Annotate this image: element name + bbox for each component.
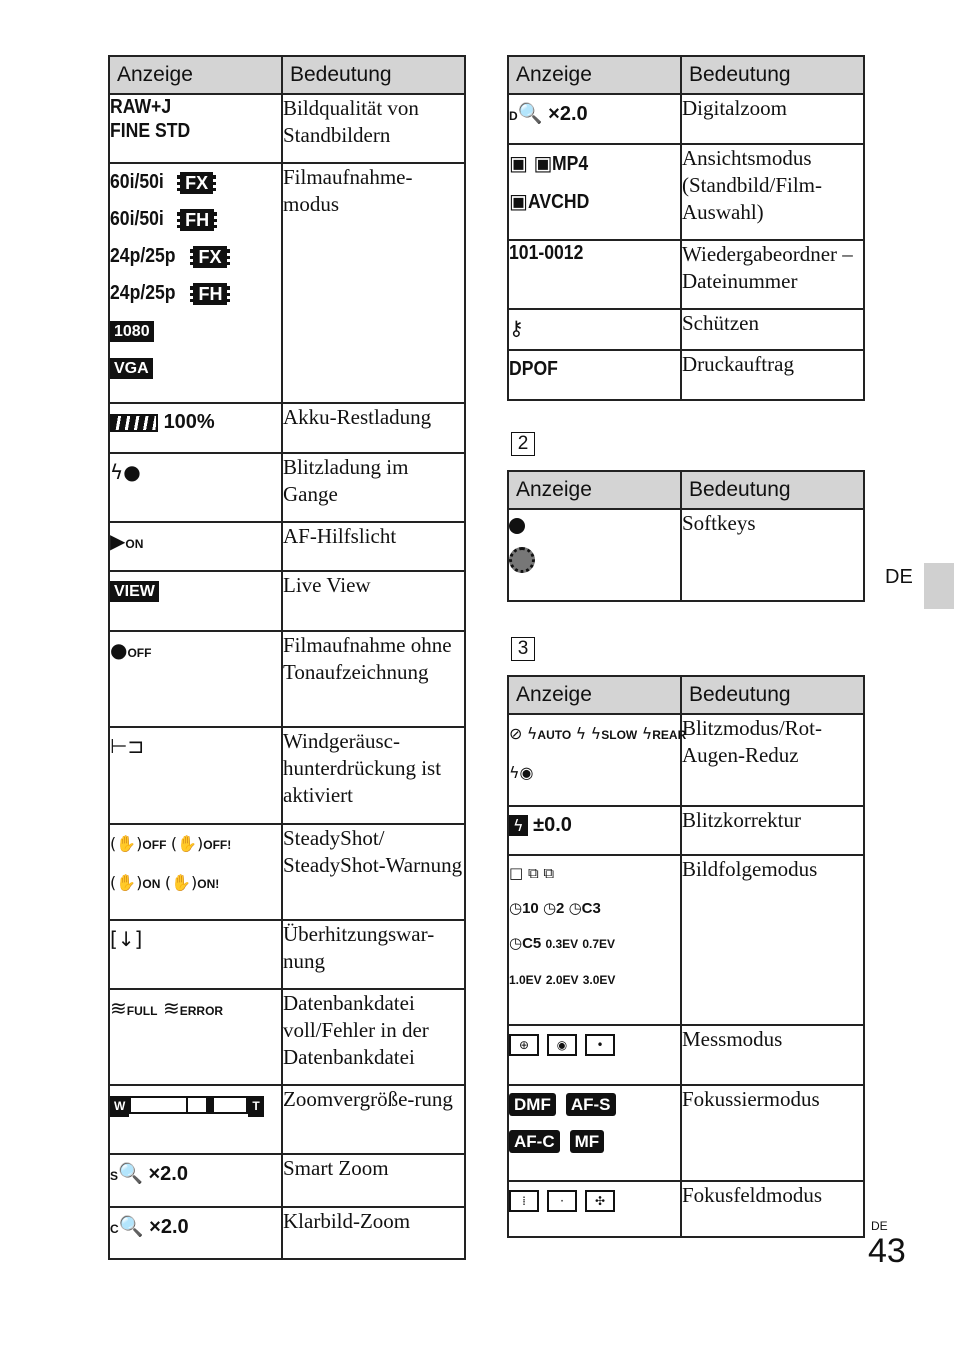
meaning: Softkeys	[681, 509, 864, 601]
header-anzeige: Anzeige	[508, 56, 681, 94]
meaning: Filmaufnahme-modus	[282, 163, 465, 403]
live-view-icon: VIEW	[109, 571, 282, 631]
flash-mode-icons: ⊘ ϟAUTO ϟ ϟSLOW ϟREAR ϟ◉	[508, 714, 681, 806]
focus-area-icons: ⁞ · ✣	[508, 1181, 681, 1237]
protect-key-icon: ⚷	[508, 309, 681, 350]
meaning: Zoomvergröße-rung	[282, 1085, 465, 1154]
focus-mode-icons: DMF AF-S AF-C MF	[508, 1085, 681, 1181]
metering-icons: ⊕ ◉ •	[508, 1025, 681, 1085]
page-lang: DE	[871, 1219, 888, 1233]
meaning: Fokussiermodus	[681, 1085, 864, 1181]
softkey-dot-icon	[509, 518, 525, 534]
control-wheel-icon	[509, 547, 535, 573]
meaning: Blitzmodus/Rot-Augen-Reduz	[681, 714, 864, 806]
dpof-icon: DPOF	[508, 350, 681, 400]
meaning: Fokusfeldmodus	[681, 1181, 864, 1237]
section2-table	[507, 470, 865, 602]
meaning: Schützen	[681, 309, 864, 350]
mic-off-icon: ●OFF	[109, 631, 282, 727]
left-table	[108, 55, 466, 1260]
meaning: Blitzkorrektur	[681, 806, 864, 855]
section-number-2: 2	[511, 432, 535, 456]
meaning: Bildfolgemodus	[681, 855, 864, 1025]
softkey-icons	[508, 509, 681, 601]
zoom-bar-icon: W T	[109, 1085, 282, 1154]
section-number-3: 3	[511, 637, 535, 661]
meaning: Digitalzoom	[681, 94, 864, 144]
right-top-table	[507, 55, 865, 401]
meaning: Überhitzungswar-nung	[282, 920, 465, 989]
header-bedeutung: Bedeutung	[282, 56, 465, 94]
header-anzeige: Anzeige	[109, 56, 282, 94]
page-number: 43	[868, 1232, 906, 1270]
meaning: Filmaufnahme ohne Tonaufzeichnung	[282, 631, 465, 727]
meaning: Datenbankdatei voll/Fehler in der Datenbankdatei	[282, 989, 465, 1085]
section3-table	[507, 675, 865, 1238]
smart-zoom-icon: S🔍 ×2.0	[109, 1154, 282, 1207]
database-icon: ≋FULL ≋ERROR	[109, 989, 282, 1085]
meaning: Windgeräusc-hunterdrückung ist aktiviert	[282, 727, 465, 824]
meaning: AF-Hilfslicht	[282, 522, 465, 571]
image-quality-icon: RAW+J FINE STD	[109, 94, 282, 163]
meaning: Smart Zoom	[282, 1154, 465, 1207]
clear-image-zoom-icon: C🔍 ×2.0	[109, 1207, 282, 1259]
header-bedeutung: Bedeutung	[681, 676, 864, 714]
flash-comp-icon: ϟ ±0.0	[508, 806, 681, 855]
side-tab	[924, 563, 954, 609]
folder-file-number: 101-0012	[508, 240, 681, 309]
meaning: Ansichtsmodus (Standbild/Film-Auswahl)	[681, 144, 864, 240]
header-bedeutung: Bedeutung	[681, 56, 864, 94]
flash-charging-icon: ϟ●	[109, 453, 282, 522]
meaning: Messmodus	[681, 1025, 864, 1085]
meaning: Akku-Restladung	[282, 403, 465, 453]
battery-icon: 100%	[109, 403, 282, 453]
meaning: SteadyShot/ SteadyShot-Warnung	[282, 824, 465, 920]
header-anzeige: Anzeige	[508, 676, 681, 714]
drive-mode-icons: □ ⧉ ⧉ ◷10 ◷2 ◷C3 ◷C5 0.3EV 0.7EV 1.0EV 2.0EV 3.0EV	[508, 855, 681, 1025]
side-tab-label: DE	[885, 566, 913, 588]
overheat-icon: [↓]	[109, 920, 282, 989]
movie-mode-icons: 60i/50i FX 60i/50i FH 24p/25p FX 24p/25p FH 1080 VGA	[109, 163, 282, 403]
meaning: Wiedergabeordner – Dateinummer	[681, 240, 864, 309]
meaning: Druckauftrag	[681, 350, 864, 400]
wind-noise-icon: ⊢⊐	[109, 727, 282, 824]
af-illuminator-icon: ▶ON	[109, 522, 282, 571]
view-mode-icons: ▣ ▣MP4 ▣AVCHD	[508, 144, 681, 240]
header-bedeutung: Bedeutung	[681, 471, 864, 509]
meaning: Blitzladung im Gange	[282, 453, 465, 522]
meaning: Klarbild-Zoom	[282, 1207, 465, 1259]
meaning: Live View	[282, 571, 465, 631]
meaning: Bildqualität von Standbildern	[282, 94, 465, 163]
digital-zoom-icon: D🔍 ×2.0	[508, 94, 681, 144]
header-anzeige: Anzeige	[508, 471, 681, 509]
steadyshot-icon: (✋)OFF (✋)OFF! (✋)ON (✋)ON!	[109, 824, 282, 920]
